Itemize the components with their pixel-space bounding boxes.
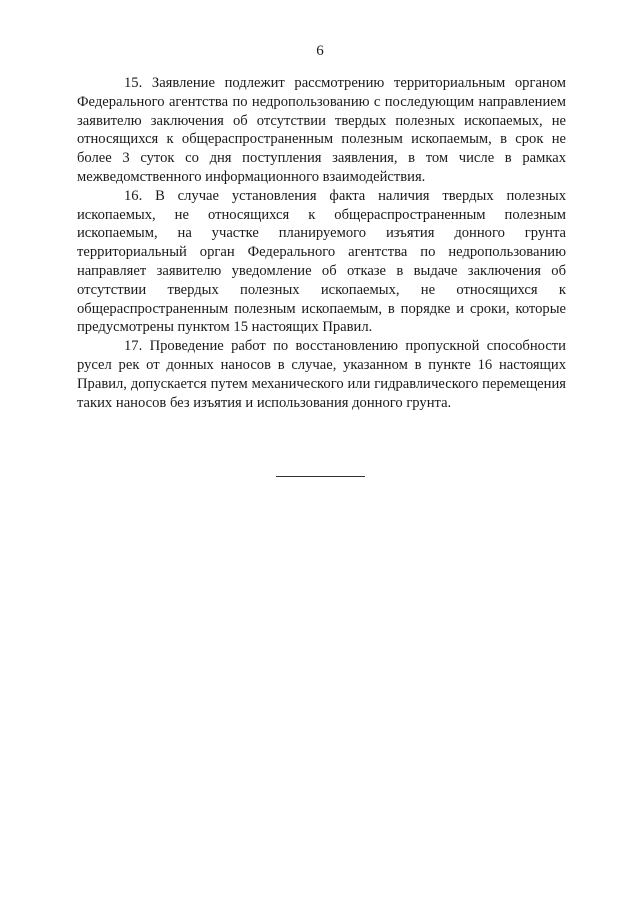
paragraph-17: 17. Проведение работ по восстановлению пропускной способности русел рек от донных наносов в случае, указанном в пункте 16 настоящих Правил, допускается путем механического или гидравлического перемещения таких наносов без изъятия и использования донного грунта. (77, 338, 566, 411)
page-number: 6 (316, 43, 324, 59)
document-body (77, 74, 566, 412)
paragraph-15: 15. Заявление подлежит рассмотрению территориальным органом Федерального агентства по недропользованию с последующим направлением заявителю заключения об отсутствии твердых полезных ископаемых, не относящихся к общераспространенным полезным ископаемым, в срок не более 3 суток со дня поступления заявления, в том числе в рамках межведомственного информационного взаимодействия. (77, 75, 566, 185)
end-separator-line (276, 476, 365, 477)
paragraph-16: 16. В случае установления факта наличия твердых полезных ископаемых, не относящихся к общераспространенным полезным ископаемым, на участке планируемого изъятия донного грунта территориальный орган Федерального агентства по недропользованию направляет заявителю уведомление об отказе в выдаче заключения об отсутствии твердых полезных ископаемых, не относящихся к общераспространенным полезным ископаемым, в порядке и сроки, которые предусмотрены пунктом 15 настоящих Правил. (77, 187, 566, 336)
